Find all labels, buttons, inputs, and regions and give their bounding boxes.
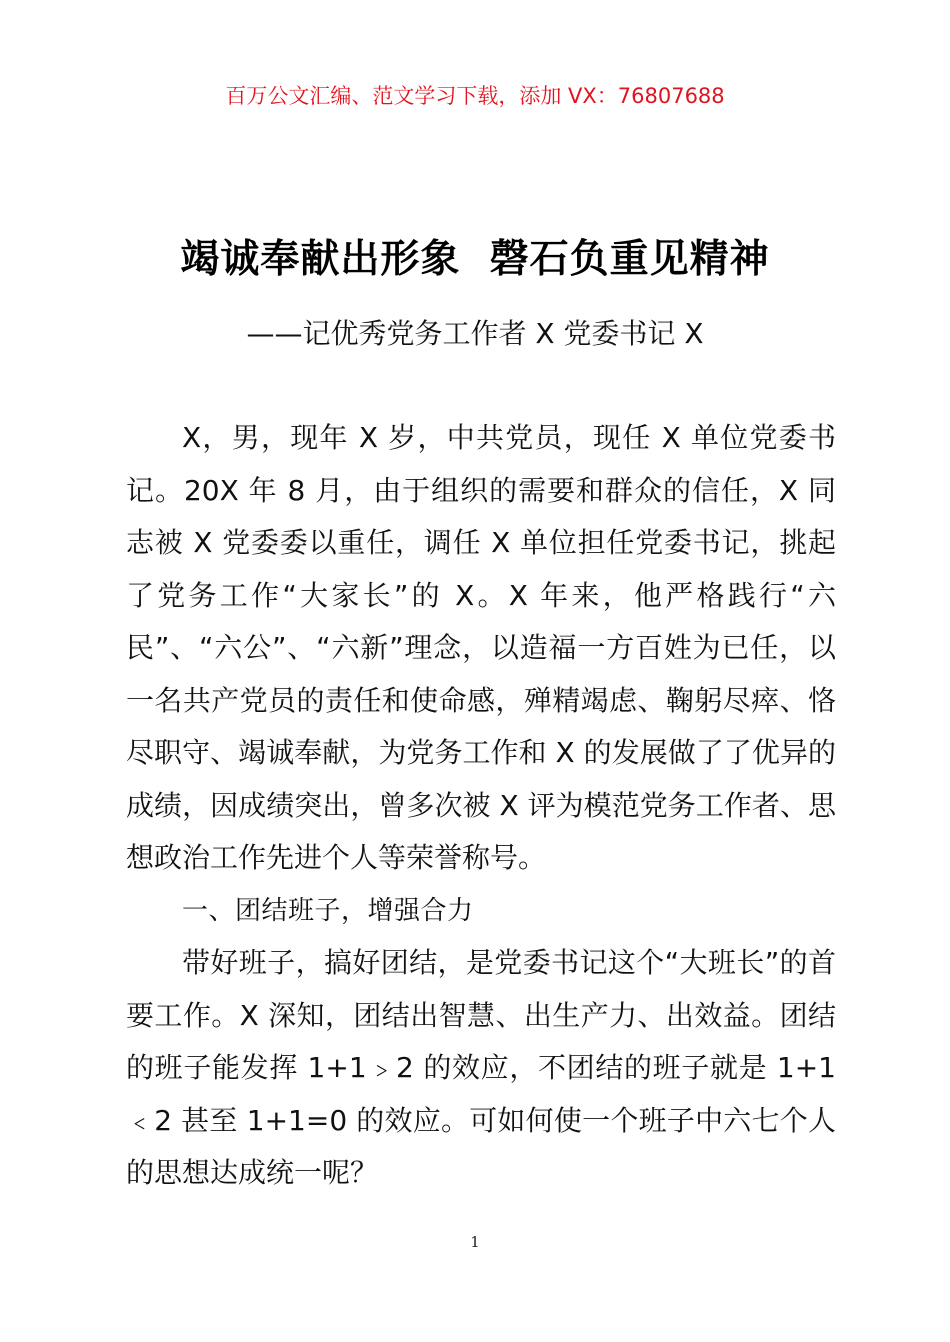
document-subtitle: ——记优秀党务工作者 X 党委书记 X (246, 317, 704, 350)
paragraph-intro: X，男，现年 X 岁，中共党员，现任 X 单位党委书记。20X 年 8 月，由于组织的需要和群众的信任，X 同志被 X 党委委以重任，调任 X 单位担任党委书记，挑起了党务工作“大家长”的 X。X 年来，他严格践行“六民”、“六公”、“六新”理念，以造福一方百姓为已任，以一名共产党员的责任和使命感，殚精竭虑、鞠躬尽瘁、恪尽职守、竭诚奉献，为党务工作和 X 的发展做了了优异的成绩，因成绩突出，曾多次被 X 评为模范党务工作者、思想政治工作先进个人等荣誉称号。 (126, 421, 836, 874)
header-note: 百万公文汇编、范文学习下载，添加 VX：76807688 (225, 84, 725, 108)
document-title: 竭诚奉献出形象 磬石负重见精神 (180, 237, 770, 282)
section-heading: 一、团结班子，增强合力 (182, 895, 474, 926)
document-body (126, 412, 836, 1200)
paragraph-section-one: 带好班子，搞好团结，是党委书记这个“大班长”的首要工作。X 深知，团结出智慧、出生产力、出效益。团结的班子能发挥 1+1﹥2 的效应，不团结的班子就是 1+1﹤2 甚至 1+1=0 的效应。可如何使一个班子中六七个人的思想达成统一呢？ (126, 946, 836, 1189)
page-number: 1 (470, 1233, 480, 1251)
